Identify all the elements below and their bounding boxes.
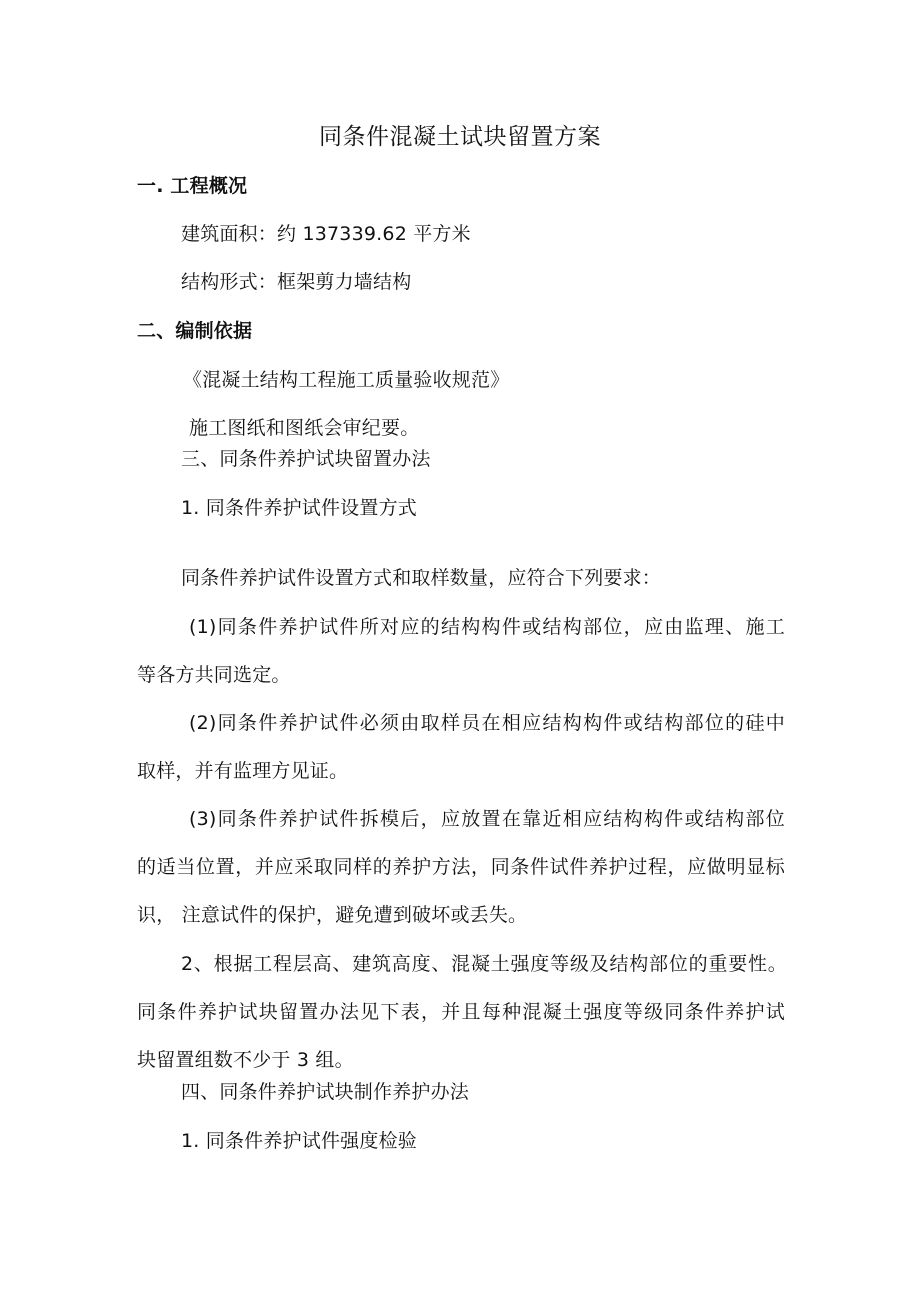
subheading-strength-test: 1. 同条件养护试件强度检验 (181, 1130, 417, 1152)
structure-type-line: 结构形式：框架剪力墙结构 (181, 271, 412, 293)
requirement-2-line-1: (2)同条件养护试件必须由取样员在相应结构构件或结构部位的硅中 (189, 712, 785, 734)
requirement-1-line-1: (1)同条件养护试件所对应的结构构件或结构部位，应由监理、施工 (189, 616, 785, 638)
document-title: 同条件混凝土试块留置方案 (319, 124, 601, 150)
requirement-3-line-2: 的适当位置，并应采取同样的养护方法，同条件试件养护过程，应做明显标 (137, 856, 785, 878)
requirements-intro: 同条件养护试件设置方式和取样数量，应符合下列要求： (181, 567, 662, 589)
basis-item-drawings: 施工图纸和图纸会审纪要。 (189, 417, 420, 439)
section-heading-overview: 一. 工程概况 (137, 175, 248, 197)
requirement-3-line-3: 识， 注意试件的保护，避免遭到破坏或丢失。 (137, 904, 528, 926)
point-2-line-1: 2、根据工程层高、建筑高度、混凝土强度等级及结构部位的重要性。 (181, 953, 787, 975)
section-heading-basis: 二、编制依据 (137, 320, 253, 342)
section-heading-curing: 四、同条件养护试块制作养护办法 (181, 1081, 470, 1103)
basis-item-code: 《混凝土结构工程施工质量验收规范》 (183, 369, 510, 391)
requirement-3-line-1: (3)同条件养护试件拆模后，应放置在靠近相应结构构件或结构部位 (189, 808, 785, 830)
point-2-line-2: 同条件养护试块留置办法见下表，并且每种混凝土强度等级同条件养护试 (137, 1001, 785, 1023)
point-2-line-3: 块留置组数不少于 3 组。 (137, 1049, 354, 1071)
requirement-2-line-2: 取样，并有监理方见证。 (137, 760, 349, 782)
requirement-1-line-2: 等各方共同选定。 (137, 664, 291, 686)
building-area-line: 建筑面积：约 137339.62 平方米 (181, 223, 471, 245)
subheading-setup-method: 1. 同条件养护试件设置方式 (181, 497, 417, 519)
section-heading-retention: 三、同条件养护试块留置办法 (181, 448, 431, 470)
